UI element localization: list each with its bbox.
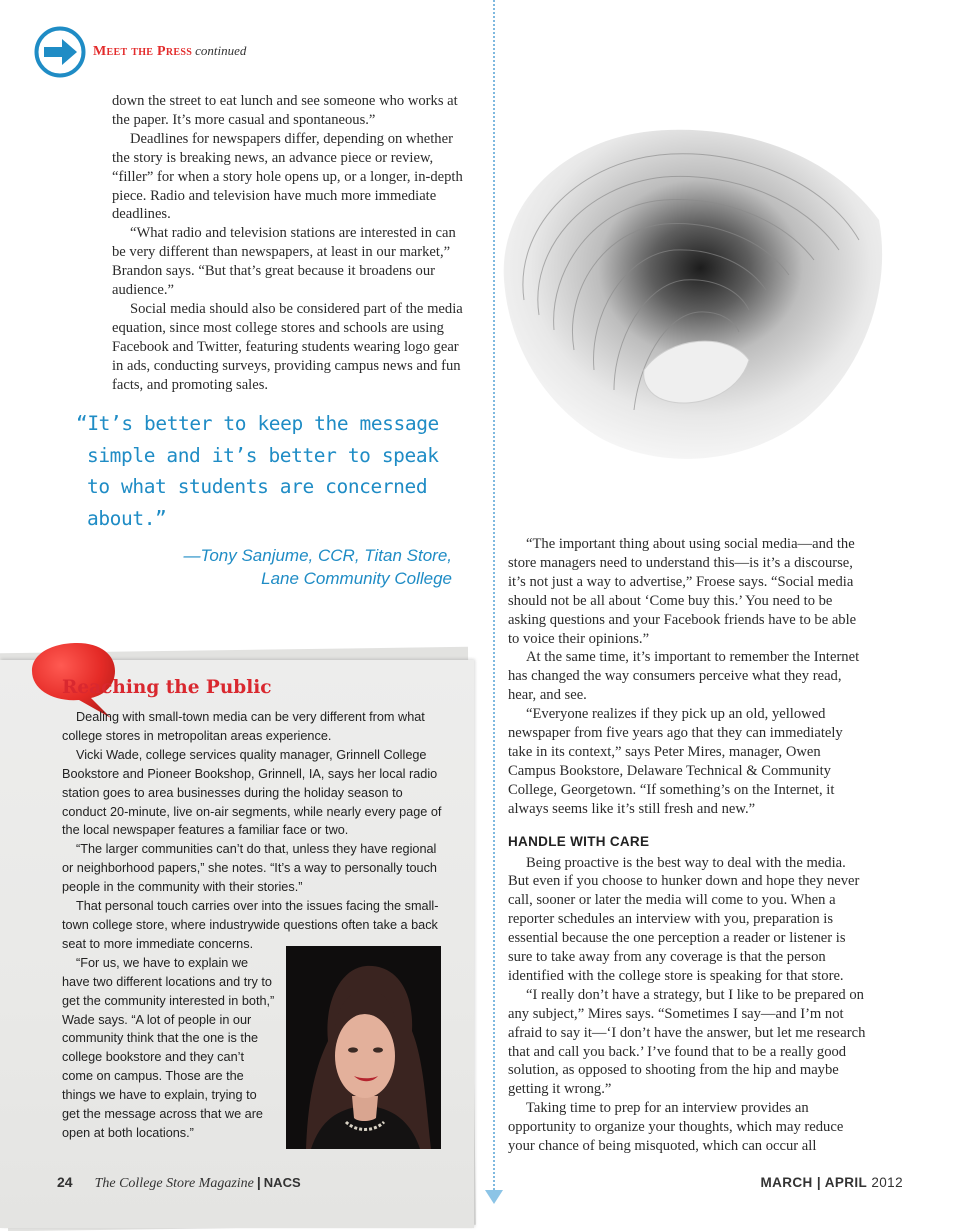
section-name: Meet the Press <box>93 44 193 59</box>
paragraph: “For us, we have to explain we have two different locations and try to get the community interested in both,” Wade says. “A lot of people in our community think that the one is the college bookstore and they can’t come on campus. Those are the things we have to explain, trying to get the message across that we are open at both locations.” <box>62 955 275 1140</box>
paragraph: Dealing with small-town media can be very different from what college stores in metropolitan areas experience. <box>62 710 425 743</box>
arrow-right-circle-icon <box>33 25 87 79</box>
paragraph: “What radio and television stations are interested in can be very different than newspapers, at least in our market,” Brandon says. “But that’s great because it broadens our audience.” <box>112 225 456 299</box>
paragraph: Taking time to prep for an interview provides an opportunity to organize your thoughts, which may reduce your chance of being misquoted, which can occur all <box>508 1100 844 1155</box>
footer-separator: | <box>256 1174 261 1190</box>
issue-year: 2012 <box>871 1175 903 1190</box>
organization-name: NACS <box>263 1175 301 1190</box>
left-column <box>112 92 472 395</box>
down-arrow-icon <box>485 1190 503 1204</box>
paragraph: down the street to eat lunch and see someone who works at the paper. It’s more casual and spontaneous.” <box>112 93 458 128</box>
paragraph: “I really don’t have a strategy, but I like to be prepared on any subject,” Mires says. “Sometimes I say—and I’m not afraid to say it—‘I don’t have the answer, but let me research that and call you back.’ I’ve found that to be a really good solution, as opposed to shooting from the hip and maybe getting it wrong.” <box>508 986 866 1098</box>
publication-name: The College Store Magazine <box>94 1176 254 1191</box>
continued-label: continued <box>195 43 247 58</box>
issue-months: MARCH | APRIL <box>760 1175 868 1190</box>
footer-issue <box>760 1175 903 1190</box>
section-heading: HANDLE WITH CARE <box>508 833 650 849</box>
paragraph: Vicki Wade, college services quality manager, Grinnell College Bookstore and Pioneer Bookshop, Grinnell, IA, says her local radio station goes to area businesses during the holiday season to conduct 20-minute, live on-air segments, while nearly every page of the local newspaper features a familiar face or two. <box>62 747 442 838</box>
page-number: 24 <box>57 1174 73 1190</box>
footer-left <box>57 1174 301 1192</box>
pull-quote <box>76 408 456 590</box>
header-title <box>93 43 246 60</box>
sidebar-title: Reaching the Public <box>62 677 272 698</box>
paragraph: At the same time, it’s important to remember the Internet has changed the way consumers perceive what they read, hear, and see. <box>508 649 860 704</box>
pull-quote-text: “It’s better to keep the message simple and it’s better to speak to what students are concerned about.” <box>76 412 439 530</box>
right-column <box>508 535 870 1156</box>
portrait-photo <box>286 946 441 1149</box>
paragraph: That personal touch carries over into the issues facing the small-town college store, where industrywide questions often take a back seat to more immediate concerns. <box>62 899 439 951</box>
paragraph: Deadlines for newspapers differ, depending on whether the story is breaking news, an advance piece or review, “filler” for when a story hole opens up, or a longer, in-depth piece. Radio and television have much more immediate deadlines. <box>112 130 463 223</box>
pull-quote-attribution <box>76 544 456 590</box>
paragraph: Social media should also be considered part of the media equation, since most college stores and schools are using Facebook and Twitter, featuring students wearing logo gear in ads, conducting surveys, providing campus news and fun facts, and promoting sales. <box>112 300 463 393</box>
paragraph: Being proactive is the best way to deal with the media. But even if you choose to hunker down and hope they never call, sooner or later the media will come to you. When a reporter schedules an interview with you, preparation is essential because the one perception a reader or listener is sure to take away from any coverage is that the person identified with the college store is speaking for that store. <box>508 854 860 984</box>
attribution-line: —Tony Sanjume, CCR, Titan Store, <box>183 546 452 565</box>
rolled-magazine-image <box>494 120 894 480</box>
attribution-line: Lane Community College <box>261 569 452 588</box>
paragraph: “The larger communities can’t do that, unless they have regional or neighborhood papers,” she notes. “It’s a way to personally touch people in the community with their stories.” <box>62 842 437 895</box>
sidebar-box <box>0 640 476 1228</box>
paragraph: “Everyone realizes if they pick up an old, yellowed newspaper from five years ago that they can immediately take in its context,” says Peter Mires, manager, Owen Campus Bookstore, Delaware Technical & Community College, Georgetown. “If something’s on the Internet, it always seems like it’s still fresh and new.” <box>508 706 843 817</box>
paragraph: “The important thing about using social media—and the store managers need to understand this—is it’s a discourse, it’s not just a way to advertise,” Froese says. “Social media should not be all about ‘Come buy this.’ You need to be asking questions and your Facebook friends have to be able to voice their opinions.” <box>508 536 857 647</box>
